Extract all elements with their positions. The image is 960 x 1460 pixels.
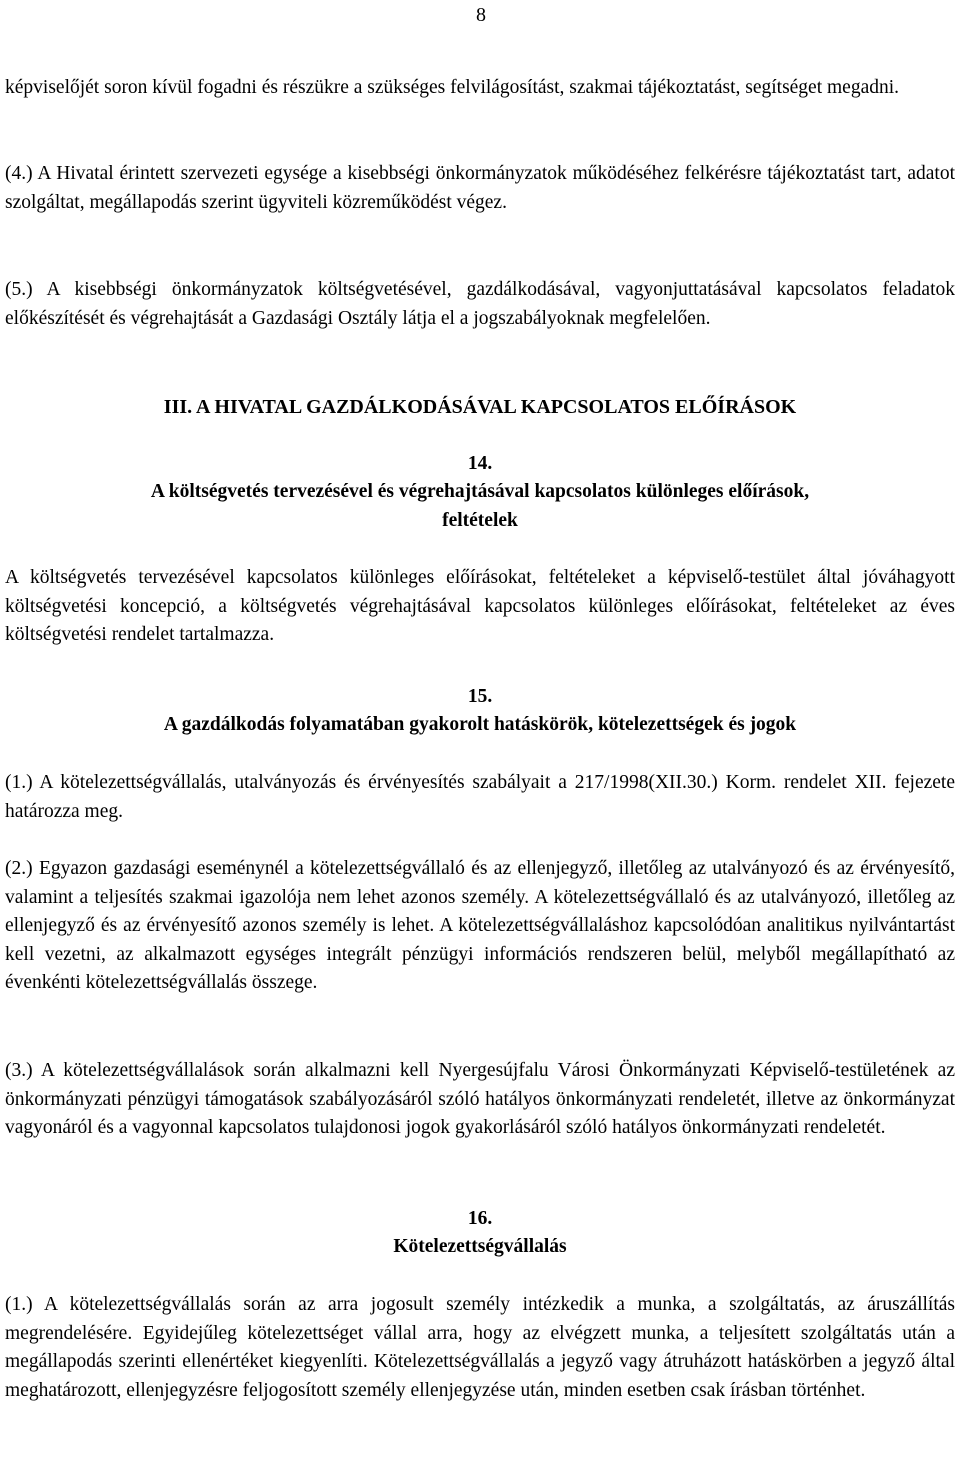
section-15-paragraph-1: (1.) A kötelezettségvállalás, utalványozás és érvényesítés szabályait a 217/1998(XII.30.) Korm. rendelet XII. fejezete határozza meg. — [5, 772, 955, 822]
chapter-heading: III. A HIVATAL GAZDÁLKODÁSÁVAL KAPCSOLATOS ELŐÍRÁSOK — [163, 396, 797, 418]
section-16-title: Kötelezettségvállalás — [393, 1236, 567, 1257]
paragraph-4: (4.) A Hivatal érintett szervezeti egysége a kisebbségi önkormányzatok működéséhez felkérésre tájékoztatást tart, adatot szolgáltat, megállapodás szerint ügyviteli közreműködést végez. — [5, 163, 955, 213]
section-14-number: 14. — [467, 453, 493, 474]
section-14-title-line2: feltételek — [442, 510, 518, 531]
section-15-paragraph-3: (3.) A kötelezettségvállalások során alkalmazni kell Nyergesújfalu Városi Önkormányzati Képviselő-testületének az önkormányzati pénzügyi támogatások szabályozásáról szóló hatályos önkormányzati rendeletét, illetve az önkormányzat vagyonáról és a vagyonnal kapcsolatos tulajdonosi jogok gyakorlásáról szóló hatályos önkormányzati rendeletét. — [5, 1060, 955, 1138]
section-15-title: A gazdálkodás folyamatában gyakorolt hatáskörök, kötelezettségek és jogok — [163, 714, 797, 735]
section-15-paragraph-2: (2.) Egyazon gazdasági eseménynél a kötelezettségvállaló és az ellenjegyző, illetőleg az utalványozó és az érvényesítő, valamint a teljesítés szakmai igazolója nem lehet azonos személy. A kötelezettségvállaló és az utalványozó, illetőleg az ellenjegyző és az érvényesítő azonos személy is lehet. A kötelezettségvállaláshoz kapcsolódóan analitikus nyilvántartást kell vezetni, az alkalmazott egységes integrált pénzügyi információs rendszeren belül, melyből megállapítható az évenkénti kötelezettségvállalás összege. — [5, 858, 955, 993]
paragraph-continuation: képviselőjét soron kívül fogadni és részükre a szükséges felvilágosítást, szakmai tájékoztatást, segítséget megadni. — [5, 77, 900, 98]
section-14-paragraph: A költségvetés tervezésével kapcsolatos különleges előírásokat, feltételeket a képviselő-testület által jóváhagyott költségvetési koncepció, a költségvetés végrehajtásával kapcsolatos különleges előírásokat, feltételeket az éves költségvetési rendelet tartalmazza. — [5, 567, 955, 645]
page-number: 8 — [476, 4, 486, 26]
paragraph-5: (5.) A kisebbségi önkormányzatok költségvetésével, gazdálkodásával, vagyonjuttatásával kapcsolatos feladatok előkészítését és végrehajtását a Gazdasági Osztály látja el a jogszabályoknak megfelelően. — [5, 279, 955, 329]
section-16-paragraph: (1.) A kötelezettségvállalás során az arra jogosult személy intézkedik a munka, a szolgáltatás, az áruszállítás megrendelésére. Egyidejűleg kötelezettséget vállal arra, hogy az elvégzett munka, a teljesített szolgáltatás után a megállapodás szerinti ellenértéket kiegyenlíti. Kötelezettségvállalás a jegyző vagy átruházott hatáskörben a jegyző által meghatározott, ellenjegyzésre feljogosított személy ellenjegyzése után, minden esetben csak írásban történhet. — [5, 1294, 955, 1401]
section-15-number: 15. — [467, 686, 493, 707]
section-16-number: 16. — [467, 1208, 493, 1229]
section-14-title-line1: A költségvetés tervezésével és végrehajtásával kapcsolatos különleges előírások, — [150, 481, 810, 502]
